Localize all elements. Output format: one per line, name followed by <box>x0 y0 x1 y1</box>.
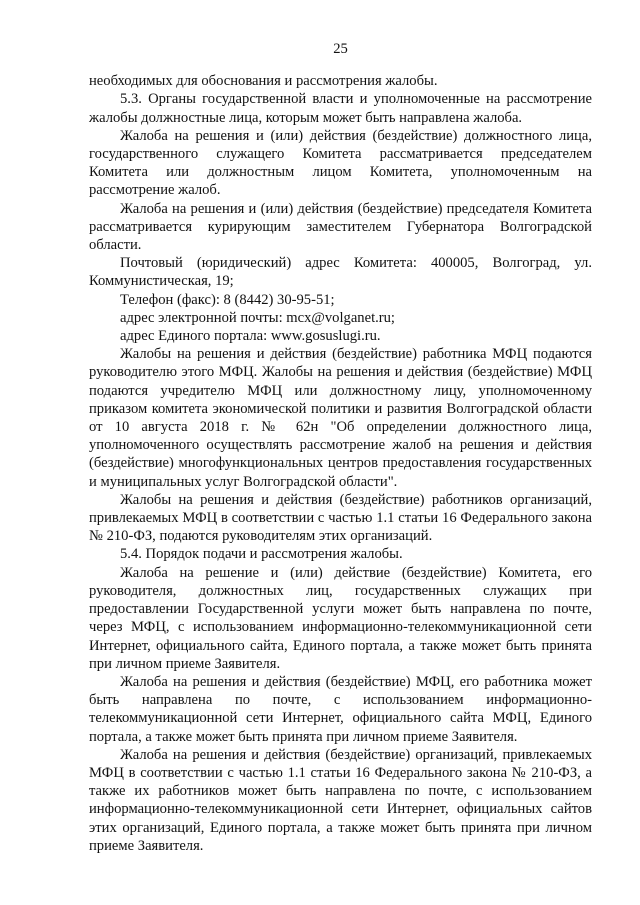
paragraph-continuation: необходимых для обоснования и рассмотрения жалобы. <box>89 73 438 90</box>
paragraph-committee-complaint-channels: Жалоба на решение и (или) действие (бездействие) Комитета, его руководителя, должностных лиц, государственных служащих при предоставлении Государственной услуги может быть направлена по почте, через МФЦ, с использованием информационно-телекоммуникационной сети Интернет, официального сайта, Единого портала, а также может быть принята при личном приеме Заявителя. <box>89 564 592 672</box>
paragraph-section-5-4: 5.4. Порядок подачи и рассмотрения жалобы. <box>120 546 403 563</box>
paragraph-complaint-chairman: Жалоба на решения и (или) действия (бездействие) председателя Комитета рассматривается курирующим заместителем Губернатора Волгоградской области. <box>89 200 592 254</box>
paragraph-phone: Телефон (факс): 8 (8442) 30-95-51; <box>120 291 335 308</box>
paragraph-portal: адрес Единого портала: www.gosuslugi.ru. <box>120 328 381 345</box>
paragraph-organizations-complaints: Жалобы на решения и действия (бездействие) работников организаций, привлекаемых МФЦ в соответствии с частью 1.1 статьи 16 Федерального закона № 210-ФЗ, подаются руководителям этих организаций. <box>89 491 592 545</box>
page-number: 25 <box>333 41 348 57</box>
paragraph-complaint-official: Жалоба на решения и (или) действия (бездействие) должностного лица, государственного служащего Комитета рассматривается председателем Комитета или должностным лицом Комитета, уполномоченным на рассмотрение жалоб. <box>89 127 592 199</box>
paragraph-mfc-complaint-channels: Жалоба на решения и действия (бездействие) МФЦ, его работника может быть направлена по почте, с использованием информационно-телекоммуникационной сети Интернет, официального сайта МФЦ, Единого портала, а также может быть принята при личном приеме Заявителя. <box>89 673 592 745</box>
paragraph-organizations-complaint-channels: Жалоба на решения и действия (бездействие) организаций, привлекаемых МФЦ в соответствии с частью 1.1 статьи 16 Федерального закона № 210-ФЗ, а также их работников может быть направлена по почте, с использованием информационно-телекоммуникационной сети Интернет, официальных сайтов этих организаций, Единого портала, а также может быть принята при личном приеме Заявителя. <box>89 746 592 854</box>
paragraph-postal-address: Почтовый (юридический) адрес Комитета: 400005, Волгоград, ул. Коммунистическая, 19; <box>89 255 592 290</box>
paragraph-mfc-complaints: Жалобы на решения и действия (бездействие) работника МФЦ подаются руководителю этого МФЦ. Жалобы на решения и действия (бездействие) МФЦ подаются учредителю МФЦ или должностному лицу, уполномоченному приказом комитета экономической политики и развития Волгоградской области от 10 августа 2018 г. № 62н "Об определении должностного лица, уполномоченного осуществлять рассмотрение жалоб на решения и действия (бездействие) многофункциональных центров предоставления государственных и муниципальных услуг Волгоградской области". <box>89 346 592 490</box>
paragraph-email: адрес электронной почты: mcx@volganet.ru; <box>120 309 395 326</box>
paragraph-section-5-3: 5.3. Органы государственной власти и уполномоченные на рассмотрение жалобы должностные лица, которым может быть направлена жалоба. <box>89 91 592 126</box>
